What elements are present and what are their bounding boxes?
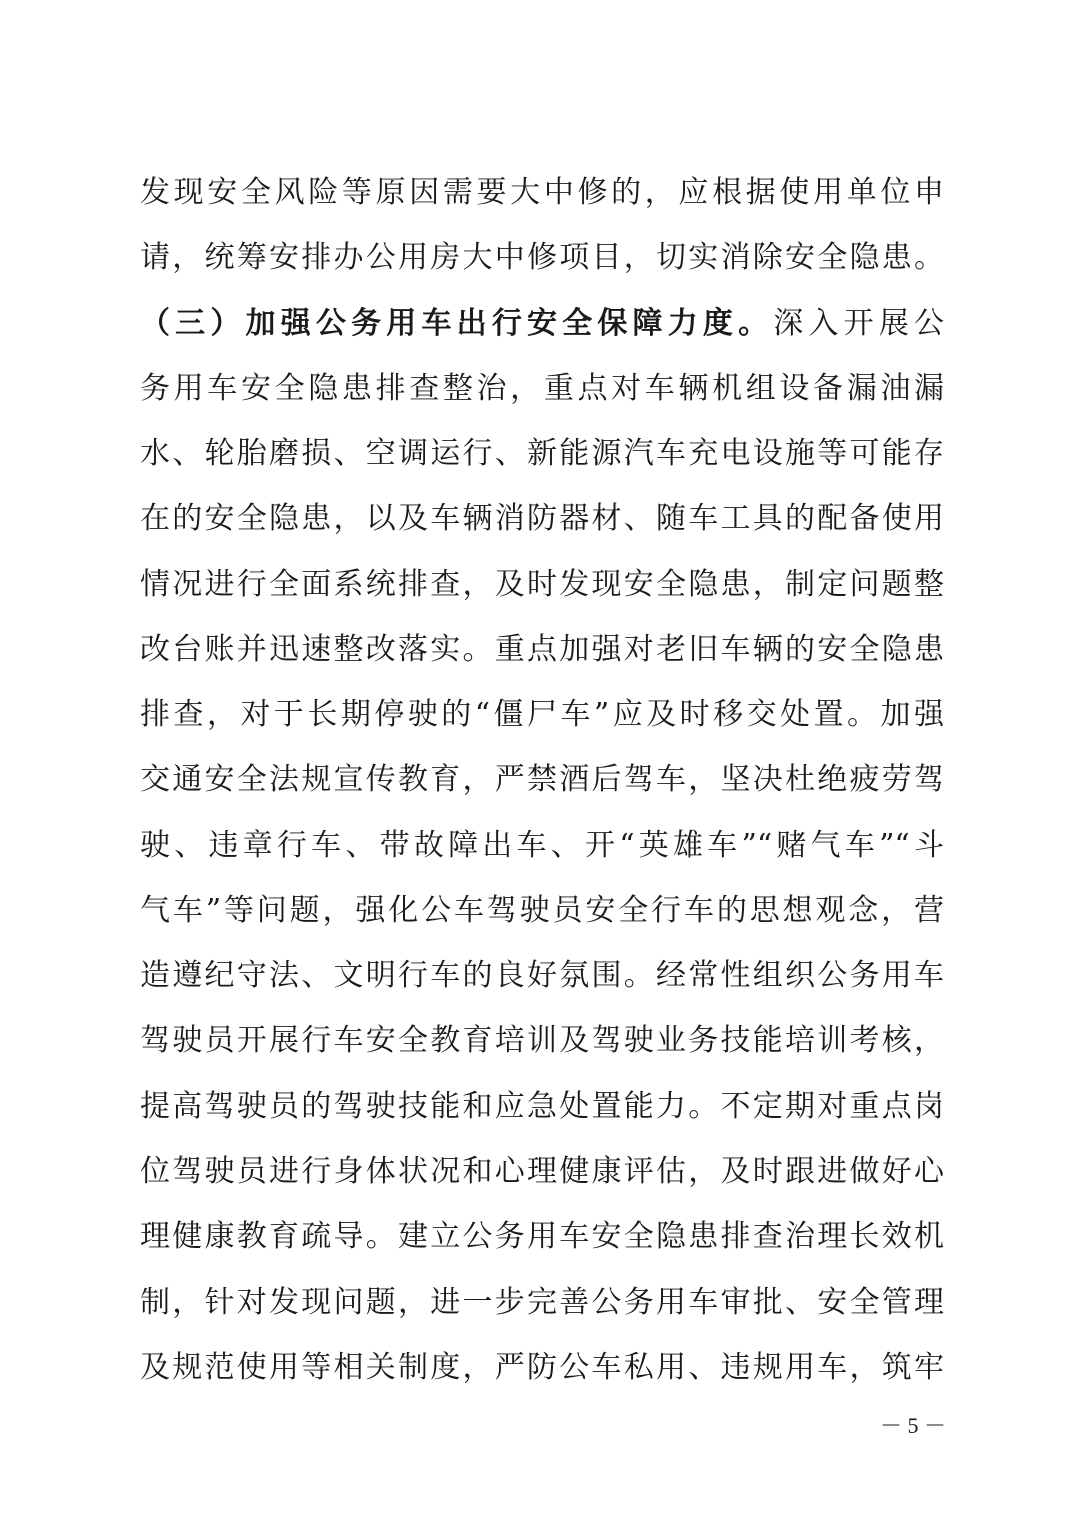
line-text: 改台账并迅速整改落实。重点加强对老旧车辆的安全隐患 <box>140 632 944 667</box>
line-text: 水、轮胎磨损、空调运行、新能源汽车充电设施等可能存 <box>140 436 944 471</box>
body-line <box>140 371 944 407</box>
line-text: 驾驶员开展行车安全教育培训及驾驶业务技能培训考核， <box>140 1023 944 1058</box>
section-heading: （三）加强公务用车出行安全保障力度。 <box>140 306 774 341</box>
body-line <box>140 762 944 798</box>
line-text: 提高驾驶员的驾驶技能和应急处置能力。不定期对重点岗 <box>140 1089 944 1124</box>
line-text: 务用车安全隐患排查整治，重点对车辆机组设备漏油漏 <box>140 371 944 406</box>
line-text: 造遵纪守法、文明行车的良好氛围。经常性组织公务用车 <box>140 958 944 993</box>
line-text: 排查，对于长期停驶的“僵尸车”应及时移交处置。加强 <box>140 697 944 732</box>
body-line <box>140 240 944 276</box>
body-line <box>140 567 944 603</box>
line-text: 交通安全法规宣传教育，严禁酒后驾车，坚决杜绝疲劳驾 <box>140 762 944 797</box>
body-line <box>140 1350 944 1386</box>
body-line <box>140 175 944 211</box>
body-line <box>140 632 944 668</box>
body-line <box>140 1089 944 1125</box>
line-text: 发现安全风险等原因需要大中修的，应根据使用单位申 <box>140 175 944 210</box>
line-text: 深入开展公 <box>773 306 945 341</box>
body-line <box>140 958 944 994</box>
body-line <box>140 1219 944 1255</box>
line-text: 及规范使用等相关制度，严防公车私用、违规用车，筑牢 <box>140 1350 944 1385</box>
page-number: － 5 － <box>879 1413 946 1438</box>
line-text: 气车”等问题，强化公车驾驶员安全行车的思想观念，营 <box>140 893 944 928</box>
body-line <box>140 1285 944 1321</box>
line-text: 制，针对发现问题，进一步完善公务用车审批、安全管理 <box>140 1285 944 1320</box>
body-line <box>140 436 944 472</box>
body-line <box>140 697 944 733</box>
line-text: 位驾驶员进行身体状况和心理健康评估，及时跟进做好心 <box>140 1154 944 1189</box>
body-line <box>140 501 944 537</box>
body-line <box>140 1023 944 1059</box>
line-text: 理健康教育疏导。建立公务用车安全隐患排查治理长效机 <box>140 1219 944 1254</box>
body-line <box>140 1154 944 1190</box>
section-heading-line <box>140 306 944 342</box>
line-text: 情况进行全面系统排查，及时发现安全隐患，制定问题整 <box>140 567 944 602</box>
line-text: 在的安全隐患，以及车辆消防器材、随车工具的配备使用 <box>140 501 944 536</box>
body-line <box>140 893 944 929</box>
line-text: 请，统筹安排办公用房大中修项目，切实消除安全隐患。 <box>140 240 944 275</box>
body-line <box>140 828 944 864</box>
line-text: 驶、违章行车、带故障出车、开“英雄车”“赌气车”“斗 <box>140 828 944 863</box>
